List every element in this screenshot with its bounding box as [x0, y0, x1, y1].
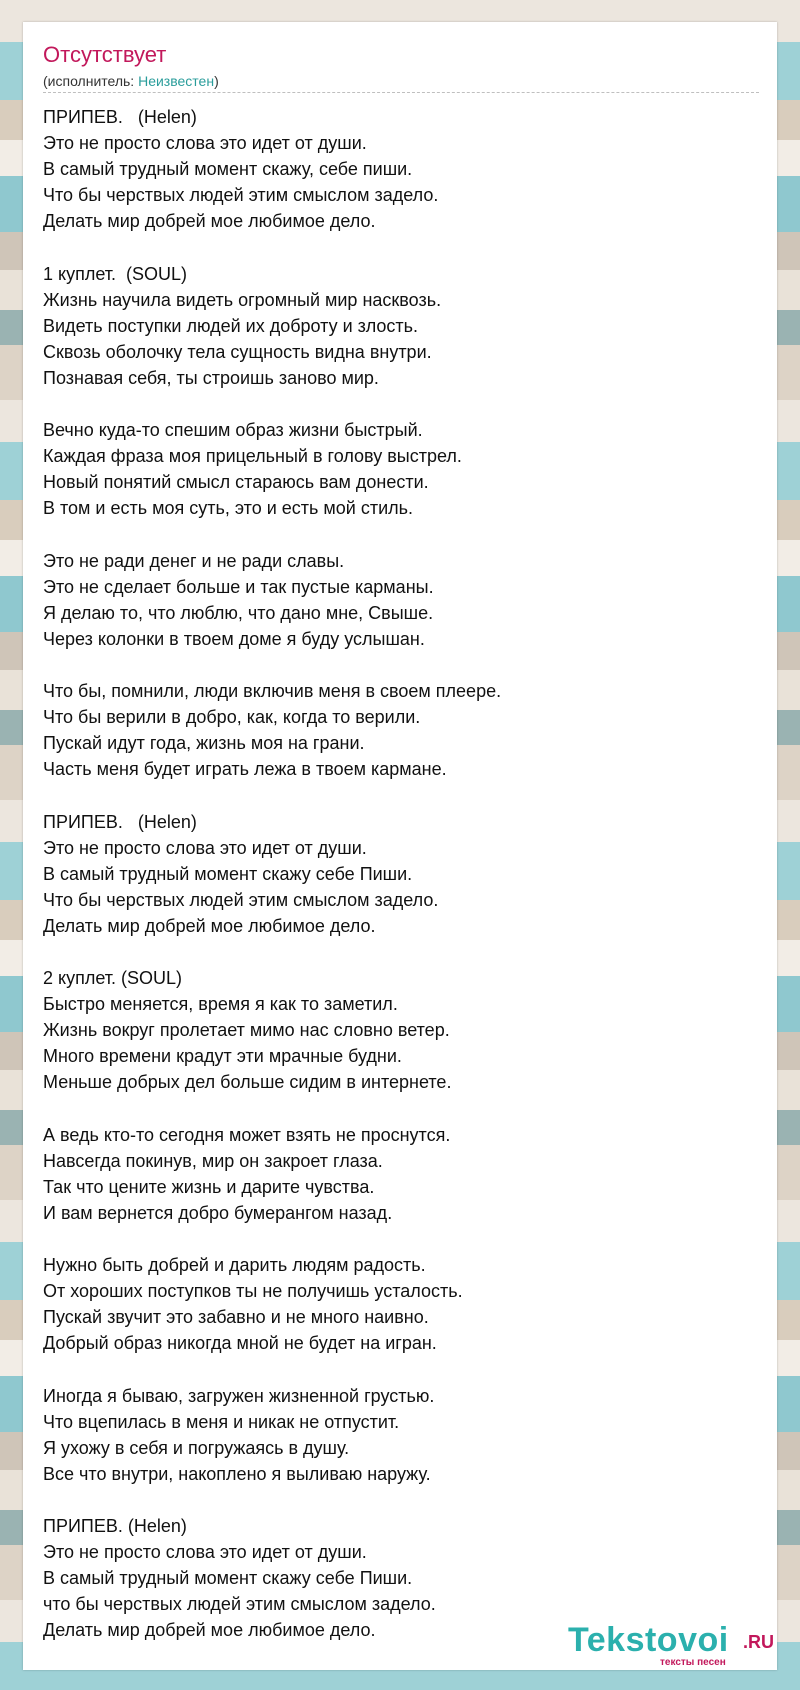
site-logo[interactable] [568, 1622, 773, 1667]
lyrics-text: ПРИПЕВ. (Helen) Это не просто слова это идет от души. В самый трудный момент скажу, себе пиши. Что бы черствых людей этим смыслом задело. Делать мир добрей мое любимое дело. 1 куплет. (SOUL) Жизнь научила видеть огромный мир насквозь. Видеть поступки людей их доброту и злость. Сквозь оболочку тела сущность видна внутри. Познавая себя, ты строишь заново мир. Вечно куда-то спешим образ жизни быстрый. Каждая фраза моя прицельный в голову выстрел. Новый понятий смысл стараюсь вам донести. В том и есть моя суть, это и есть мой стиль. Это не ради денег и не ради славы. Это не сделает больше и так пустые карманы. Я делаю то, что люблю, что дано мне, Свыше. Через колонки в твоем доме я буду услышан. Что бы, помнили, люди включив меня в своем плеере. Что бы верили в добро, как, когда то верили. Пускай идут года, жизнь моя на грани. Часть меня будет играть лежа в твоем кармане. ПРИПЕВ. (Helen) Это не просто слова это идет от души. В самый трудный момент скажу себе Пиши. Что бы черствых людей этим смыслом задело. Делать мир добрей мое любимое дело. 2 куплет. (SOUL) Быстро меняется, время я как то заметил. Жизнь вокруг пролетает мимо нас словно ветер. Много времени крадут эти мрачные будни. Меньше добрых дел больше сидим в интернете. А ведь кто-то сегодня может взять не проснутся. Навсегда покинув, мир он закроет глаза. Так что цените жизнь и дарите чувства. И вам вернется добро бумерангом назад. Нужно быть добрей и дарить людям радость. От хороших поступков ты не получишь усталость. Пускай звучит это забавно и не много наивно. Добрый образ никогда мной не будет на игран. Иногда я бываю, загружен жизненной грустью. Что вцепилась в меня и никак не отпустит. Я ухожу в себя и погружаясь в душу. Все что внутри, накоплено я выливаю наружу. ПРИПЕВ. (Helen) Это не просто слова это идет от души. В самый трудный момент скажу себе Пиши. что бы черствых людей этим смыслом задело. Делать мир добрей мое любимое дело. [43, 107, 502, 1641]
artist-suffix: ) [214, 73, 219, 89]
artist-line [43, 72, 219, 90]
song-title: Отсутствует [43, 42, 167, 67]
title-divider [43, 92, 759, 93]
logo-tagline: тексты песен [660, 1657, 726, 1668]
logo-tld: .RU [743, 1632, 774, 1652]
lyrics-card [23, 22, 777, 1670]
logo-wordmark: Tekstovoi [568, 1621, 729, 1659]
artist-link[interactable]: Неизвестен [138, 73, 215, 89]
artist-prefix: (исполнитель: [43, 73, 139, 89]
